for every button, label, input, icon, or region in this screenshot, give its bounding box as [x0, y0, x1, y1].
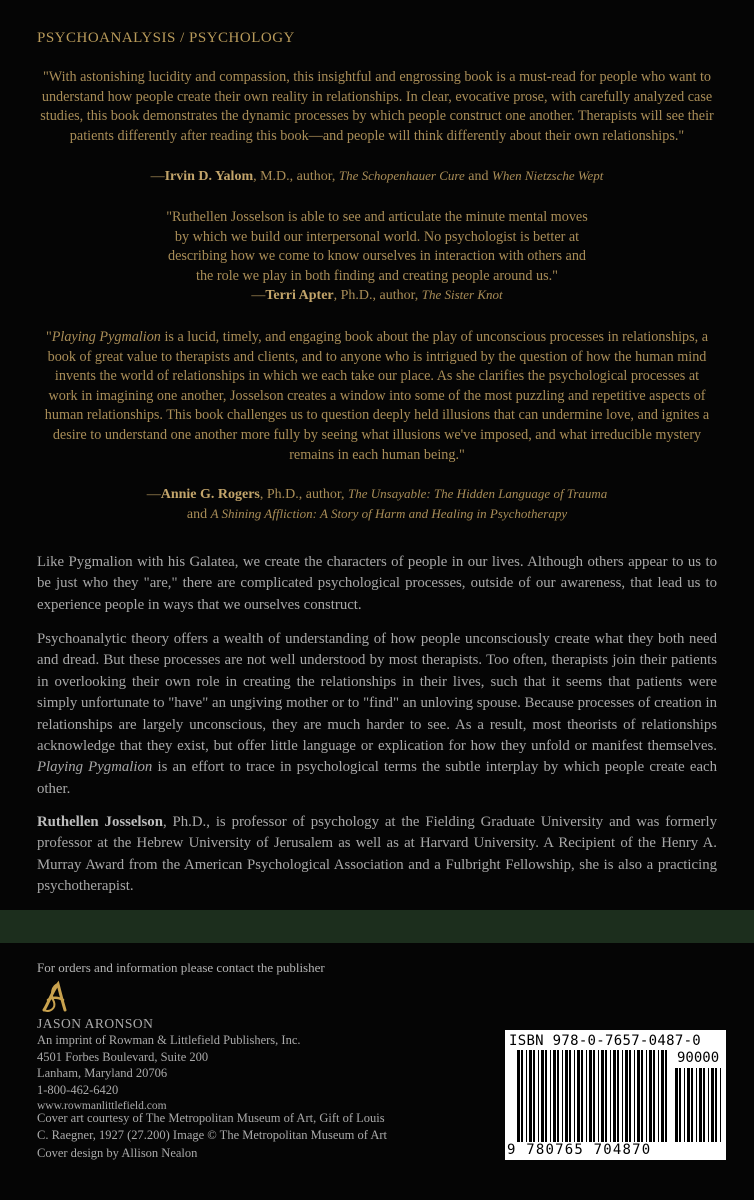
website: www.rowmanlittlefield.com — [37, 1100, 167, 1112]
barcode-bar — [601, 1050, 604, 1142]
barcode-bar — [557, 1050, 559, 1142]
barcode-bar — [538, 1050, 539, 1142]
barcode-bar — [684, 1068, 685, 1142]
barcode-bar — [658, 1050, 659, 1142]
description-paragraph-1: Like Pygmalion with his Galatea, we create the characters of people in our lives. Although others appear to us to be just who they "are," there are complicated psychological processes, outside of our awareness, that lead us to experience people in ways that we ourselves construct. — [37, 554, 717, 613]
barcode-bar — [622, 1050, 623, 1142]
address-line: 4501 Forbes Boulevard, Suite 200 — [37, 1049, 209, 1064]
review-attribution-rogers — [40, 484, 714, 505]
orders-note: For orders and information please contact the publisher — [37, 960, 325, 975]
quote-body: is a lucid, timely, and engaging book about the play of unconscious processes in relationships, a book of great value to therapists and clients, and to anyone who is intrigued by the question of how the human mind invents the world of relationships in which we each take our place. As she clarifies the psychological processes at work in imagining one another, Josselson creates a window into some of the most puzzling and repetitive aspects of human relationships. This book challenges us to question deeply held illusions that can undermine love, and ignites a desire to understand one another more fully by seeing what illusions we've imposed, and what irreducible mystery remains in each human being." — [44, 329, 710, 463]
publisher-logo-icon — [38, 980, 74, 1016]
barcode-bar — [610, 1050, 611, 1142]
reviewer-name: Terri Apter — [265, 288, 334, 303]
author-bio — [37, 812, 717, 898]
barcode-bar — [625, 1050, 628, 1142]
reviewer-work-title: The Unsayable: The Hidden Language of Trauma — [348, 486, 608, 501]
barcode-bar — [629, 1050, 631, 1142]
barcode-bar — [711, 1068, 714, 1142]
address-line: Lanham, Maryland 20706 — [37, 1066, 168, 1080]
ean-digits: 9 780765 704870 — [507, 1142, 652, 1158]
reviewer-work-title: A Shining Affliction: A Story of Harm and Healing in Psychotherapy — [210, 506, 568, 521]
open-quote: " — [45, 329, 52, 345]
conjunction: and — [464, 169, 492, 184]
barcode-bar — [637, 1050, 640, 1142]
reviewer-name: Irvin D. Yalom — [164, 169, 254, 184]
conjunction: and — [186, 507, 211, 522]
barcode-bar — [634, 1050, 635, 1142]
barcode-bar — [581, 1050, 583, 1142]
isbn-barcode — [505, 1030, 726, 1160]
barcode-bar — [687, 1068, 690, 1142]
barcode-bar — [521, 1050, 523, 1142]
barcode-bar — [703, 1068, 705, 1142]
ean-barcode-bars — [517, 1050, 667, 1142]
barcode-bar — [526, 1050, 527, 1142]
credit-line: Cover art courtesy of The Metropolitan Museum of Art, Gift of Louis — [37, 1111, 385, 1125]
dash: — — [146, 487, 161, 502]
decorative-band — [0, 910, 754, 943]
barcode-bar — [661, 1050, 664, 1142]
barcode-bar — [617, 1050, 619, 1142]
supplemental-barcode-bars — [675, 1068, 721, 1148]
barcode-bar — [577, 1050, 580, 1142]
review-quote-apter: "Ruthellen Josselson is able to see and articulate the minute mental moves by which we build our interpersonal world. No psychologist is better at describing how we come to know ourselves in interaction with others and the role we play in both finding and creating people around us." — [166, 209, 588, 284]
reviewer-credentials: , Ph.D., author, — [259, 487, 348, 502]
barcode-bar — [720, 1068, 721, 1142]
price-code: 90000 — [677, 1050, 720, 1066]
barcode-bar — [699, 1068, 702, 1142]
cover-credits — [37, 1110, 467, 1162]
barcode-bar — [550, 1050, 551, 1142]
barcode-bar — [569, 1050, 571, 1142]
review-quote-rogers — [40, 328, 714, 465]
isbn-label: ISBN 978-0-7657-0487-0 — [509, 1033, 702, 1049]
category-label: PSYCHOANALYSIS / PSYCHOLOGY — [37, 30, 295, 46]
description-text: is an effort to trace in psychological terms the subtle interplay by which people create each other. — [37, 759, 717, 797]
phone-number: 1-800-462-6420 — [37, 1082, 119, 1097]
publisher-address — [37, 1032, 301, 1115]
author-name: Ruthellen Josselson — [37, 814, 163, 830]
review-quote-yalom: "With astonishing lucidity and compassion, this insightful and engrossing book is a must-read for people who want to understand how people create their own reality in relationships. In clear, evocative prose, with carefully analyzed case studies, this book demonstrates the dynamic processes by which people construct one another. Therapists will see their patients differently after reading this book—and people will think differently about their own relationships." — [40, 69, 714, 144]
book-title: Playing Pygmalion — [51, 329, 161, 345]
dash: — — [251, 288, 266, 303]
reviewer-work-title: The Sister Knot — [421, 287, 503, 302]
barcode-bar — [665, 1050, 667, 1142]
book-title: Playing Pygmalion — [37, 759, 153, 776]
barcode-bar — [696, 1068, 697, 1142]
barcode-bar — [586, 1050, 587, 1142]
barcode-bar — [533, 1050, 535, 1142]
reviewer-credentials: , M.D., author, — [253, 169, 339, 184]
barcode-bar — [679, 1068, 681, 1142]
publisher-name: JASON ARONSON — [37, 1016, 154, 1031]
reviewer-credentials: , Ph.D., author, — [333, 288, 422, 303]
barcode-bar — [653, 1050, 655, 1142]
barcode-bar — [562, 1050, 563, 1142]
barcode-bar — [589, 1050, 592, 1142]
barcode-bar — [641, 1050, 643, 1142]
review-attribution-rogers-cont — [40, 504, 714, 525]
credit-line: Cover design by Allison Nealon — [37, 1146, 198, 1160]
description-paragraph-2 — [37, 629, 717, 800]
barcode-bar — [708, 1068, 709, 1142]
barcode-bar — [553, 1050, 556, 1142]
barcode-bar — [649, 1050, 652, 1142]
description-text: Psychoanalytic theory offers a wealth of understanding of how people unconsciously create what they both need and dread. But these processes are not well understood by most therapists. Too often, therapists join their patients in overlooking their own role in creating the relationships in their lives, such that it seems that patients were simply unfortunate to "have" an ungiving mother or to "find" an unloving spouse. Because processes of creation in relationships are largely unconscious, they are much harder to see. As a result, most theorists of relationships acknowledge that they exist, but offer little language or explication for how they unfold or manifest themselves. — [37, 631, 717, 755]
address-line: An imprint of Rowman & Littlefield Publishers, Inc. — [37, 1033, 301, 1047]
barcode-bar — [574, 1050, 575, 1142]
review-attribution-apter — [40, 285, 714, 306]
review-attribution-yalom — [40, 166, 714, 187]
barcode-bar — [541, 1050, 544, 1142]
barcode-bar — [646, 1050, 647, 1142]
dash: — — [150, 169, 165, 184]
reviewer-work-title: When Nietzsche Wept — [491, 168, 604, 183]
barcode-bar — [598, 1050, 599, 1142]
barcode-bar — [691, 1068, 693, 1142]
barcode-bar — [545, 1050, 547, 1142]
reviewer-name: Annie G. Rogers — [160, 487, 260, 502]
barcode-bar — [565, 1050, 568, 1142]
barcode-bar — [605, 1050, 607, 1142]
barcode-bar — [715, 1068, 717, 1142]
reviewer-work-title: The Schopenhauer Cure — [338, 168, 465, 183]
credit-line: C. Raegner, 1927 (27.200) Image © The Metropolitan Museum of Art — [37, 1127, 388, 1142]
barcode-bar — [529, 1050, 532, 1142]
barcode-bar — [675, 1068, 678, 1142]
author-bio-text: , Ph.D., is professor of psychology at the Fielding Graduate University and was formerly professor at the Hebrew University of Jerusalem as well as at Harvard University. A Recipient of the Henry A. Murray Award from the American Psychological Association and a Fulbright Fellowship, she is also a practicing psychotherapist. — [37, 814, 717, 895]
barcode-bar — [517, 1050, 520, 1142]
barcode-bar — [593, 1050, 595, 1142]
barcode-bar — [613, 1050, 616, 1142]
